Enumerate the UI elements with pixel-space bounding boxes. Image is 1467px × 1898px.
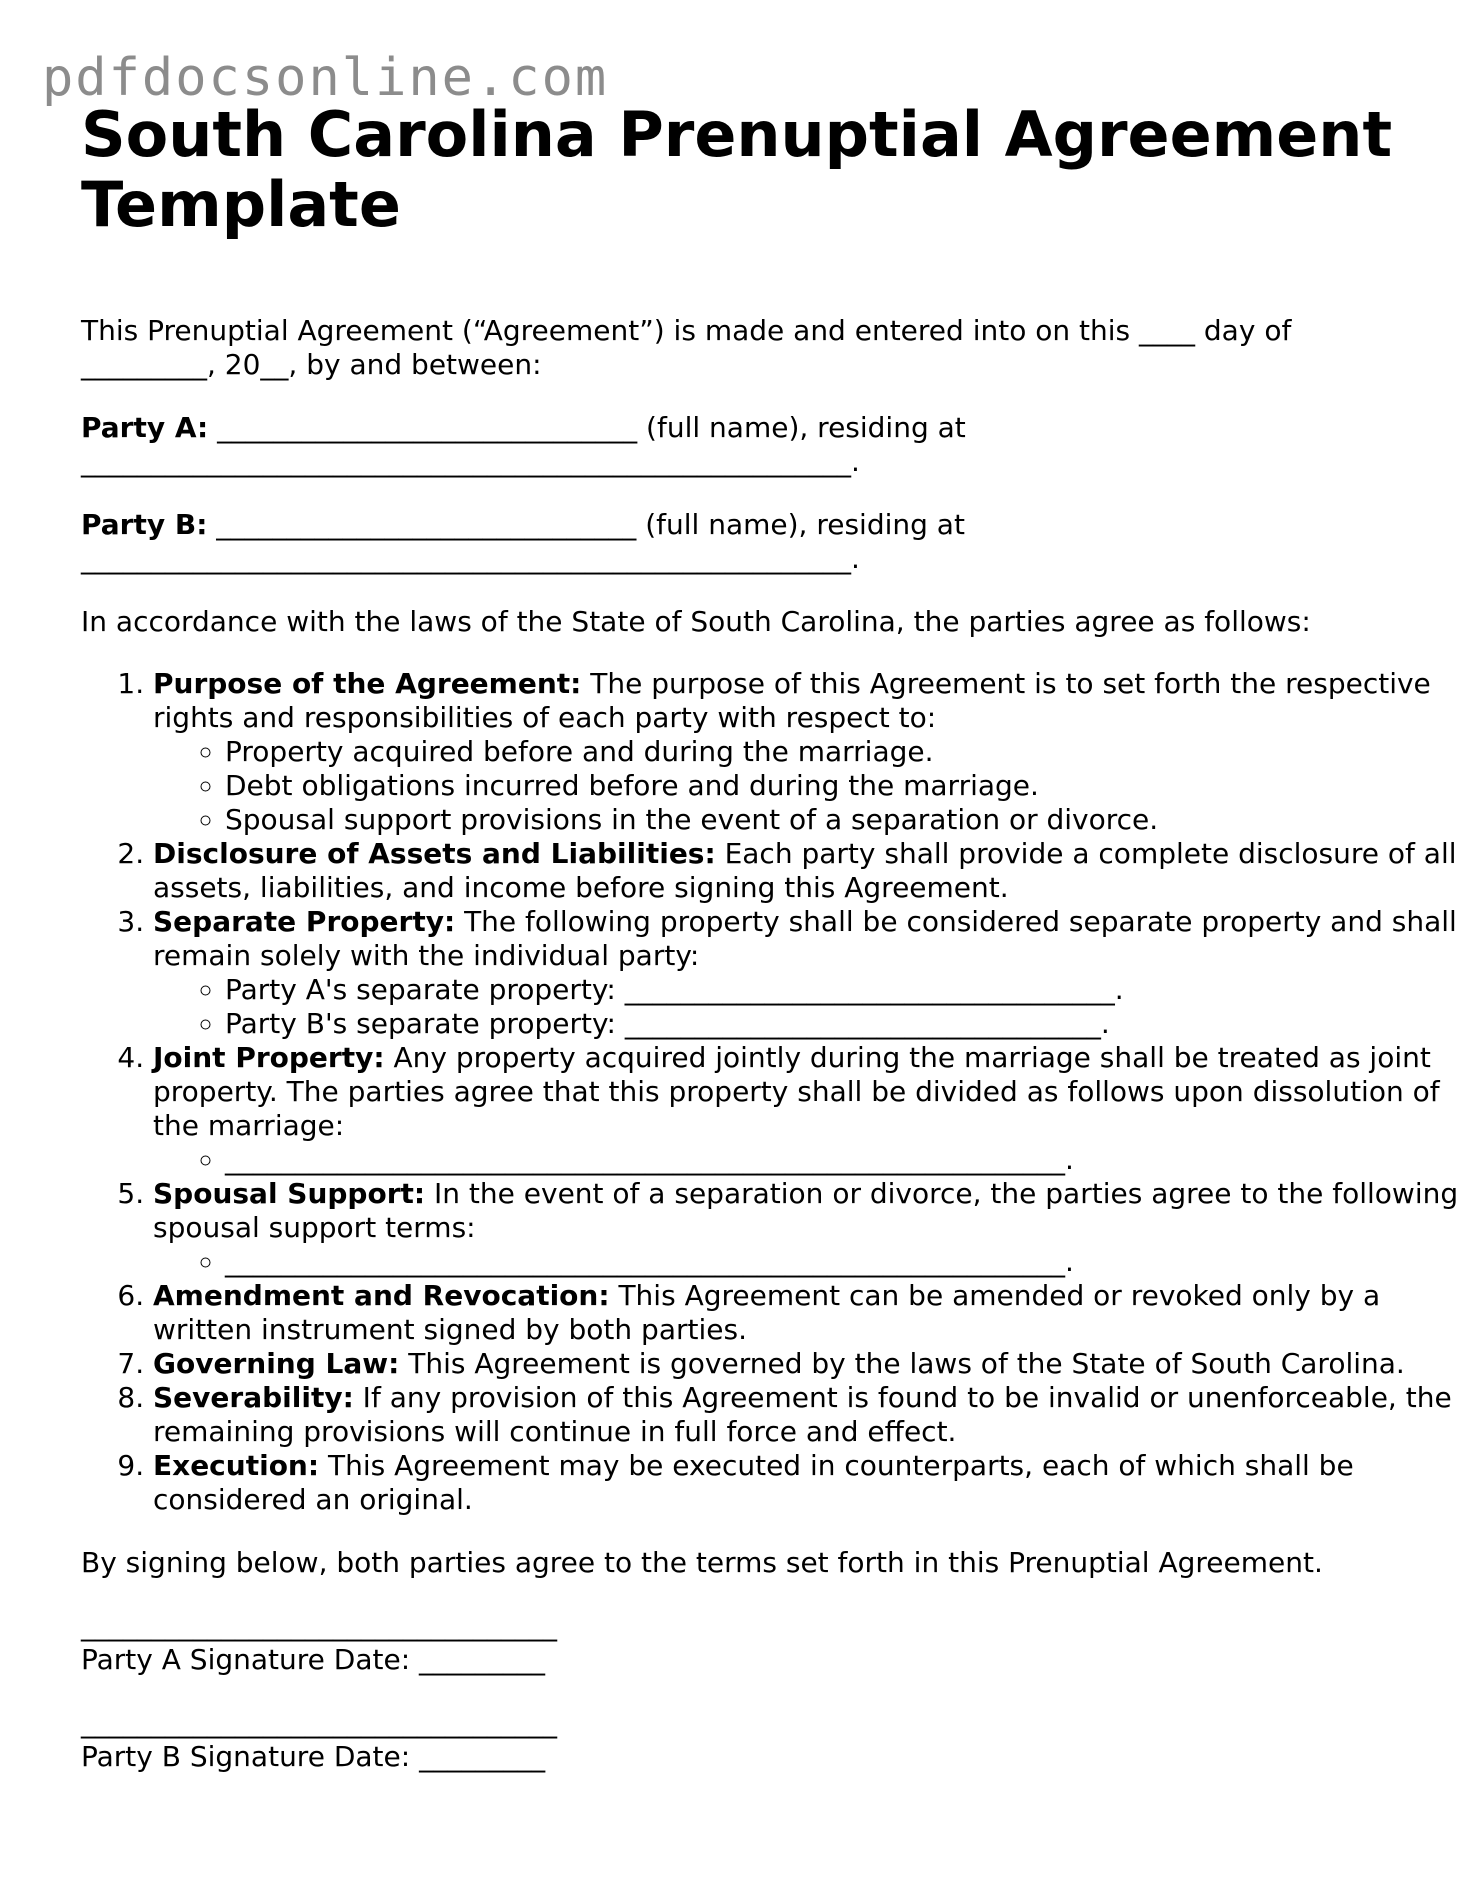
subitem: ◦ Party B's separate property: __________________________________.: [225, 1007, 1467, 1041]
clause-heading: Separate Property:: [153, 905, 456, 938]
clause-heading: Amendment and Revocation:: [153, 1279, 610, 1312]
party-a-signature-block: [81, 1609, 1401, 1677]
subitem: ◦ Property acquired before and during the marriage.: [225, 735, 1467, 769]
clause-severability: [153, 1381, 1467, 1449]
clause-execution: [153, 1449, 1467, 1517]
clause-subitems: [153, 735, 1467, 837]
party-a-signature-label: Party A Signature Date: _________: [81, 1643, 546, 1676]
clause-heading: Governing Law:: [153, 1347, 400, 1380]
clause-text: Each party shall provide a complete disclosure of all assets, liabilities, and income before signing this Agreement.: [153, 837, 1457, 904]
clause-subitems: [153, 1143, 1467, 1177]
clause-separate-property: [153, 905, 1467, 1041]
clause-heading: Spousal Support:: [153, 1177, 426, 1210]
clause-subitems: [153, 973, 1467, 1041]
clauses-list: [81, 667, 1467, 1517]
clause-amendment: [153, 1279, 1467, 1347]
subitem: ◦ ____________________________________________________________.: [225, 1143, 1467, 1177]
clause-text: In the event of a separation or divorce, the parties agree to the following spousal support terms:: [153, 1177, 1459, 1244]
party-b-line: [81, 508, 1331, 576]
party-b-signature-label: Party B Signature Date: _________: [81, 1740, 546, 1773]
party-b-signature-block: [81, 1706, 1401, 1774]
party-a-text: ______________________________ (full name), residing at _______________________________________________________.: [81, 411, 966, 478]
intro-paragraph: This Prenuptial Agreement (“Agreement”) is made and entered into on this ____ day of _________, 20__, by and between:: [81, 314, 1292, 381]
party-a-signature-line: __________________________________: [81, 1609, 557, 1642]
closing-paragraph: By signing below, both parties agree to the terms set forth in this Prenuptial Agreement.: [81, 1546, 1323, 1579]
party-a-line: [81, 411, 1331, 479]
clause-purpose: [153, 667, 1467, 837]
watermark: pdfdocsonline.com: [42, 48, 609, 108]
clause-governing-law: [153, 1347, 1467, 1381]
document-page: [81, 98, 1459, 1774]
clause-heading: Purpose of the Agreement:: [153, 667, 582, 700]
clause-heading: Disclosure of Assets and Liabilities:: [153, 837, 716, 870]
clause-text: If any provision of this Agreement is found to be invalid or unenforceable, the remaining provisions will continue in full force and effect.: [153, 1381, 1452, 1448]
clause-spousal-support: [153, 1177, 1467, 1279]
clause-text: The following property shall be considered separate property and shall remain solely with the individual party:: [153, 905, 1457, 972]
party-a-label: Party A:: [81, 411, 209, 444]
clause-text: This Agreement may be executed in counterparts, each of which shall be considered an original.: [153, 1449, 1354, 1516]
subitem: ◦ Spousal support provisions in the event of a separation or divorce.: [225, 803, 1467, 837]
subitem: ◦ Party A's separate property: ___________________________________.: [225, 973, 1467, 1007]
clause-heading: Execution:: [153, 1449, 320, 1482]
party-b-signature-line: __________________________________: [81, 1706, 557, 1739]
clause-text: This Agreement can be amended or revoked only by a written instrument signed by both parties.: [153, 1279, 1381, 1346]
clause-text: This Agreement is governed by the laws of the State of South Carolina.: [399, 1347, 1405, 1380]
clause-text: The purpose of this Agreement is to set forth the respective rights and responsibilities of each party with respect to:: [153, 667, 1431, 734]
party-b-label: Party B:: [81, 508, 208, 541]
clause-joint-property: [153, 1041, 1467, 1177]
clause-text: Any property acquired jointly during the marriage shall be treated as joint property. The parties agree that this property shall be divided as follows upon dissolution of the marriage:: [153, 1041, 1440, 1142]
clause-heading: Severability:: [153, 1381, 354, 1414]
party-b-text: ______________________________ (full name), residing at _______________________________________________________.: [81, 508, 965, 575]
document-title: South Carolina Prenuptial Agreement Template: [81, 98, 1393, 241]
subitem: ◦ Debt obligations incurred before and during the marriage.: [225, 769, 1467, 803]
lead-in-paragraph: In accordance with the laws of the State of South Carolina, the parties agree as follows:: [81, 605, 1311, 638]
clause-heading: Joint Property:: [153, 1041, 385, 1074]
clause-disclosure: [153, 837, 1467, 905]
subitem: ◦ ____________________________________________________________.: [225, 1245, 1467, 1279]
clause-subitems: [153, 1245, 1467, 1279]
